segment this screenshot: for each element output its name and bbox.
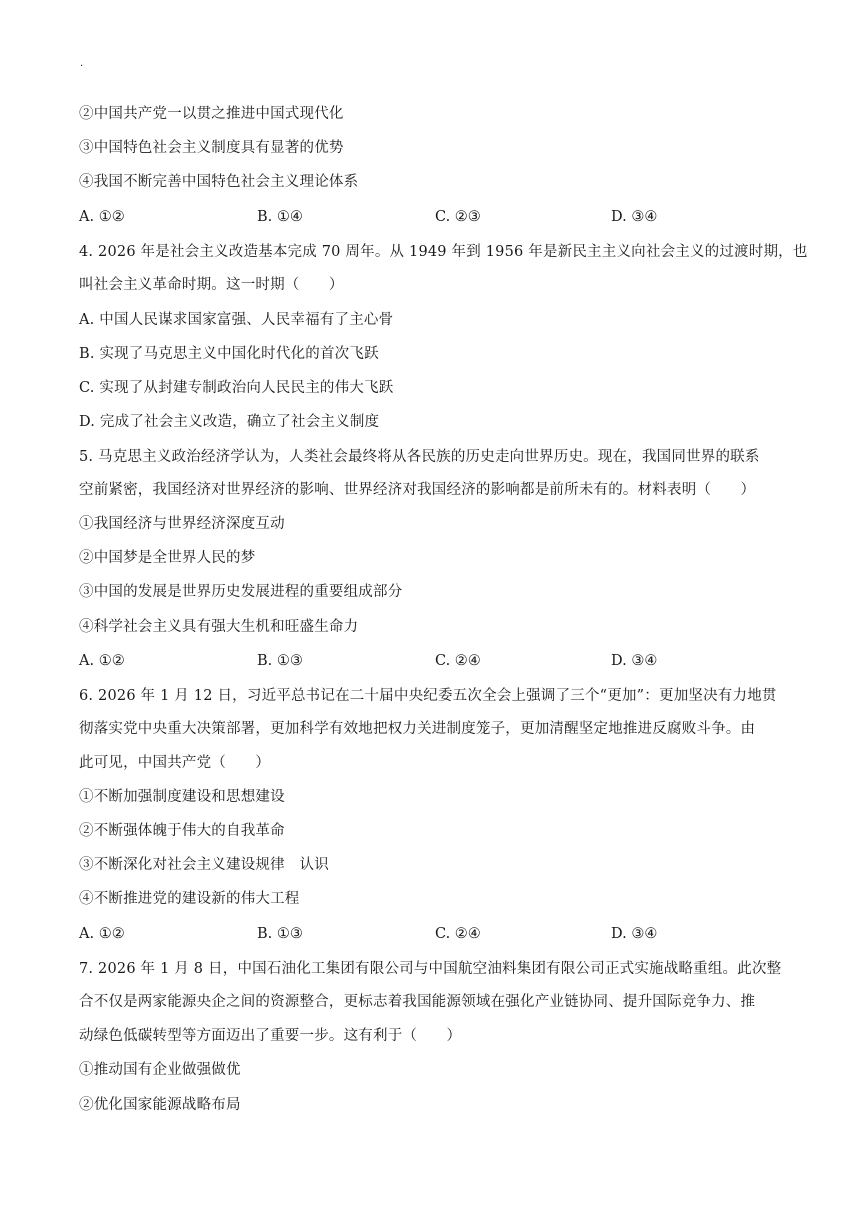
q5-choice-b: B. ①③ (257, 653, 303, 669)
q6-choice-c: C. ②④ (435, 926, 481, 942)
q6-option-2: ②不断强体魄于伟大的自我革命 (79, 823, 285, 839)
q6-option-4: ④不断推进党的建设新的伟大工程 (79, 891, 300, 907)
q5-stem-line-2: 空前紧密，我国经济对世界经济的影响、世界经济对我国经济的影响都是前所未有的。材料表明（ ） (79, 482, 756, 498)
q5-choice-d: D. ③④ (611, 653, 658, 669)
q4-choice-a: A. 中国人民谋求国家富强、人民幸福有了主心骨 (79, 312, 394, 328)
q5-stem-line-1: 5. 马克思主义政治经济学认为，人类社会最终将从各民族的历史走向世界历史。现在，我国同世界的联系 (79, 449, 760, 465)
q5-option-1: ①我国经济与世界经济深度互动 (79, 516, 285, 532)
q5-option-2: ②中国梦是全世界人民的梦 (79, 550, 256, 566)
q4-stem-line-2: 叫社会主义革命时期。这一时期（ ） (79, 277, 344, 293)
q6-choices (79, 924, 799, 944)
q7-option-2: ②优化国家能源战略布局 (79, 1097, 241, 1113)
q3-choice-c: C. ②③ (435, 209, 481, 225)
q4-choice-c: C. 实现了从封建专制政治向人民民主的伟大飞跃 (79, 380, 394, 396)
q3-option-4: ④我国不断完善中国特色社会主义理论体系 (79, 174, 359, 190)
q6-stem-line-2: 彻落实党中央重大决策部署，更加科学有效地把权力关进制度笼子，更加清醒坚定地推进反腐败斗争。由 (79, 721, 756, 737)
q6-option-1: ①不断加强制度建设和思想建设 (79, 789, 285, 805)
q7-stem-line-3: 动绿色低碳转型等方面迈出了重要一步。这有利于（ ） (79, 1028, 462, 1044)
page-dot: · (80, 61, 84, 72)
q5-choice-c: C. ②④ (435, 653, 481, 669)
q7-stem-line-1: 7. 2026 年 1 月 8 日，中国石油化工集团有限公司与中国航空油料集团有限公司正式实施战略重组。此次整 (79, 961, 782, 977)
q4-choice-b: B. 实现了马克思主义中国化时代化的首次飞跃 (79, 346, 379, 362)
q6-choice-a: A. ①② (79, 926, 125, 942)
q3-choice-d: D. ③④ (611, 209, 658, 225)
q6-choice-d: D. ③④ (611, 926, 658, 942)
q5-choice-a: A. ①② (79, 653, 125, 669)
q3-choice-a: A. ①② (79, 209, 125, 225)
q3-option-2: ②中国共产党一以贯之推进中国式现代化 (79, 106, 344, 122)
q7-stem-line-2: 合不仅是两家能源央企之间的资源整合，更标志着我国能源领域在强化产业链协同、提升国际竞争力、推 (79, 994, 756, 1010)
q5-option-3: ③中国的发展是世界历史发展进程的重要组成部分 (79, 584, 403, 600)
q5-choices (79, 651, 799, 671)
q6-choice-b: B. ①③ (257, 926, 303, 942)
q4-stem-line-1: 4. 2026 年是社会主义改造基本完成 70 周年。从 1949 年到 1956 年是新民主主义向社会主义的过渡时期，也 (79, 244, 808, 260)
q6-stem-line-1: 6. 2026 年 1 月 12 日，习近平总书记在二十届中央纪委五次全会上强调了三个“更加”：更加坚决有力地贯 (79, 688, 777, 704)
q7-option-1: ①推动国有企业做强做优 (79, 1062, 241, 1078)
q4-choice-d: D. 完成了社会主义改造，确立了社会主义制度 (79, 414, 380, 430)
q3-choices (79, 207, 799, 227)
q3-option-3: ③中国特色社会主义制度具有显著的优势 (79, 140, 344, 156)
q6-option-3: ③不断深化对社会主义建设规律 认识 (79, 857, 329, 873)
q6-stem-line-3: 此可见，中国共产党（ ） (79, 755, 271, 771)
q3-choice-b: B. ①④ (257, 209, 303, 225)
q5-option-4: ④科学社会主义具有强大生机和旺盛生命力 (79, 619, 359, 635)
